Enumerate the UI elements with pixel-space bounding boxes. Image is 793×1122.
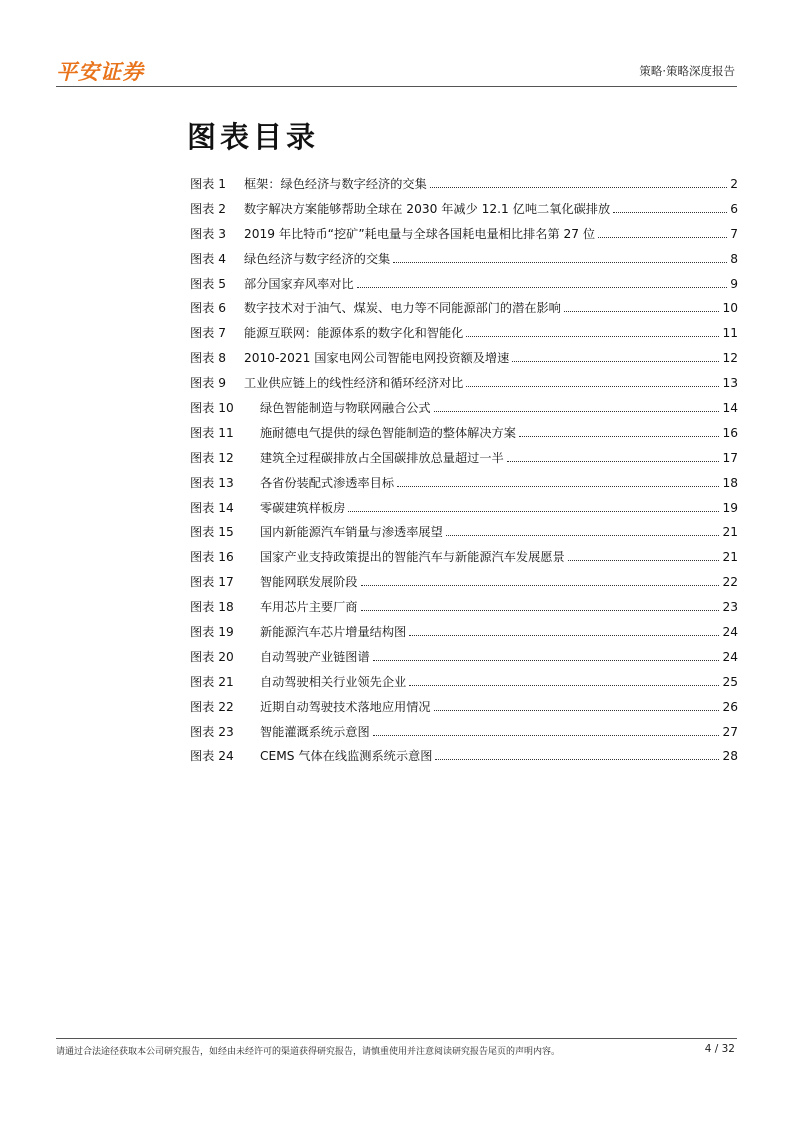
toc-entry-label: 图表 1 bbox=[190, 177, 227, 191]
toc-dot-leader bbox=[393, 261, 727, 263]
toc-entry-title: 工业供应链上的线性经济和循环经济对比 bbox=[244, 376, 464, 391]
toc-dot-leader bbox=[519, 435, 720, 437]
toc-entry-label: 图表 9 bbox=[190, 376, 227, 391]
toc-entry-page: 28 bbox=[722, 749, 738, 764]
toc-dot-leader bbox=[435, 758, 719, 760]
toc-entry[interactable] bbox=[190, 275, 738, 300]
company-logo: 平安证券 bbox=[56, 60, 144, 84]
toc-dot-leader bbox=[434, 709, 720, 711]
toc-entry-label: 图表 12 bbox=[190, 450, 234, 465]
toc-entry-label: 图表 16 bbox=[190, 550, 234, 565]
toc-dot-leader bbox=[434, 410, 720, 412]
toc-entry-page: 25 bbox=[722, 674, 738, 689]
toc-entry[interactable] bbox=[190, 299, 738, 324]
toc-entry-page: 19 bbox=[722, 500, 738, 515]
toc-entry-label: 图表 20 bbox=[190, 649, 234, 664]
toc-entry-page: 24 bbox=[722, 625, 738, 640]
toc-dot-leader bbox=[373, 659, 720, 661]
toc-entry-page: 18 bbox=[722, 475, 738, 490]
toc-entry-page: 21 bbox=[722, 525, 738, 540]
toc-dot-leader bbox=[466, 385, 719, 387]
toc-entry[interactable] bbox=[190, 573, 738, 598]
toc-entry-page: 9 bbox=[730, 276, 738, 291]
toc-entry-title: 近期自动驾驶技术落地应用情况 bbox=[260, 699, 431, 714]
toc-dot-leader bbox=[357, 286, 727, 288]
toc-entry-page: 23 bbox=[722, 600, 738, 615]
toc-entry-label: 图表 17 bbox=[190, 575, 234, 590]
toc-entry-title: 数字技术对于油气、煤炭、电力等不同能源部门的潜在影响 bbox=[244, 301, 561, 316]
toc-entry[interactable] bbox=[190, 349, 738, 374]
toc-entry-title: 能源互联网：能源体系的数字化和智能化 bbox=[244, 326, 464, 341]
toc-entry-title: 数字解决方案能够帮助全球在 2030 年减少 12.1 亿吨二氧化碳排放 bbox=[244, 201, 611, 216]
toc-entry[interactable] bbox=[190, 449, 738, 474]
toc-entry-title: 国家产业支持政策提出的智能汽车与新能源汽车发展愿景 bbox=[260, 550, 565, 565]
toc-entry-title: 部分国家弃风率对比 bbox=[244, 276, 354, 291]
toc-entry-label: 图表 18 bbox=[190, 600, 234, 615]
toc-entry-title: 自动驾驶相关行业领先企业 bbox=[260, 674, 407, 689]
table-of-contents bbox=[190, 175, 738, 772]
page-title: 图表目录 bbox=[187, 120, 320, 154]
toc-entry-label: 图表 6 bbox=[190, 301, 227, 316]
toc-entry-title: 国内新能源汽车销量与渗透率展望 bbox=[260, 525, 443, 540]
toc-entry-label: 图表 8 bbox=[190, 351, 227, 366]
toc-entry[interactable] bbox=[190, 623, 738, 648]
toc-dot-leader bbox=[507, 460, 720, 462]
toc-entry[interactable] bbox=[190, 324, 738, 349]
toc-entry-label: 图表 19 bbox=[190, 625, 234, 640]
toc-entry-label: 图表 7 bbox=[190, 326, 227, 341]
toc-entry-page: 14 bbox=[722, 401, 738, 416]
toc-entry-title: 绿色智能制造与物联网融合公式 bbox=[260, 401, 431, 416]
toc-entry[interactable] bbox=[190, 200, 738, 225]
toc-entry[interactable] bbox=[190, 723, 738, 748]
footer-disclaimer: 请通过合法途径获取本公司研究报告，如经由未经许可的渠道获得研究报告，请慎重使用并注意阅读研究报告尾页的声明内容。 bbox=[56, 1047, 561, 1057]
toc-entry-title: 绿色经济与数字经济的交集 bbox=[244, 251, 391, 266]
toc-entry-label: 图表 23 bbox=[190, 724, 234, 739]
toc-entry-title: 2010-2021 国家电网公司智能电网投资额及增速 bbox=[244, 351, 510, 366]
toc-dot-leader bbox=[361, 609, 720, 611]
toc-entry-title: 各省份装配式渗透率目标 bbox=[260, 475, 395, 490]
report-type-label: 策略·策略深度报告 bbox=[639, 64, 735, 78]
toc-entry-label: 图表 11 bbox=[190, 425, 234, 440]
toc-dot-leader bbox=[373, 734, 720, 736]
toc-entry-title: 智能网联发展阶段 bbox=[260, 575, 358, 590]
toc-entry-label: 图表 5 bbox=[190, 276, 227, 291]
toc-entry-label: 图表 2 bbox=[190, 201, 227, 216]
toc-dot-leader bbox=[613, 211, 727, 213]
toc-entry-label: 图表 10 bbox=[190, 401, 234, 416]
toc-entry-page: 10 bbox=[722, 301, 738, 316]
footer-divider bbox=[56, 1038, 737, 1039]
toc-entry-page: 7 bbox=[730, 226, 738, 241]
toc-entry[interactable] bbox=[190, 474, 738, 499]
toc-entry[interactable] bbox=[190, 747, 738, 772]
toc-entry-title: 框架：绿色经济与数字经济的交集 bbox=[244, 177, 427, 191]
toc-entry-title: 自动驾驶产业链图谱 bbox=[260, 649, 370, 664]
toc-entry-title: CEMS 气体在线监测系统示意图 bbox=[260, 749, 433, 764]
toc-entry[interactable] bbox=[190, 250, 738, 275]
page-number: 4 / 32 bbox=[704, 1043, 735, 1055]
toc-dot-leader bbox=[397, 485, 719, 487]
toc-entry[interactable] bbox=[190, 424, 738, 449]
toc-entry[interactable] bbox=[190, 374, 738, 399]
toc-entry-label: 图表 4 bbox=[190, 251, 227, 266]
toc-entry[interactable] bbox=[190, 175, 738, 200]
toc-entry-label: 图表 24 bbox=[190, 749, 234, 764]
toc-dot-leader bbox=[598, 236, 727, 238]
toc-entry-page: 16 bbox=[722, 425, 738, 440]
toc-entry[interactable] bbox=[190, 598, 738, 623]
toc-entry-title: 零碳建筑样板房 bbox=[260, 500, 346, 515]
toc-dot-leader bbox=[409, 634, 719, 636]
toc-dot-leader bbox=[361, 584, 720, 586]
toc-entry-page: 11 bbox=[722, 326, 738, 341]
toc-entry-page: 24 bbox=[722, 649, 738, 664]
toc-dot-leader bbox=[348, 510, 719, 512]
toc-dot-leader bbox=[564, 310, 720, 312]
toc-entry-page: 2 bbox=[730, 177, 738, 191]
toc-entry-label: 图表 15 bbox=[190, 525, 234, 540]
toc-entry-title: 新能源汽车芯片增量结构图 bbox=[260, 625, 407, 640]
toc-entry-title: 建筑全过程碳排放占全国碳排放总量超过一半 bbox=[260, 450, 504, 465]
toc-entry-page: 27 bbox=[722, 724, 738, 739]
toc-entry-page: 21 bbox=[722, 550, 738, 565]
toc-entry-page: 26 bbox=[722, 699, 738, 714]
toc-entry[interactable] bbox=[190, 225, 738, 250]
toc-entry-page: 22 bbox=[722, 575, 738, 590]
toc-entry[interactable] bbox=[190, 673, 738, 698]
toc-dot-leader bbox=[409, 684, 719, 686]
toc-entry-page: 13 bbox=[722, 376, 738, 391]
toc-entry[interactable] bbox=[190, 648, 738, 673]
toc-entry-label: 图表 13 bbox=[190, 475, 234, 490]
toc-entry[interactable] bbox=[190, 499, 738, 524]
toc-entry-title: 施耐德电气提供的绿色智能制造的整体解决方案 bbox=[260, 425, 516, 440]
toc-entry-title: 车用芯片主要厂商 bbox=[260, 600, 358, 615]
toc-dot-leader bbox=[430, 186, 727, 188]
toc-entry[interactable] bbox=[190, 523, 738, 548]
toc-entry-title: 智能灌溉系统示意图 bbox=[260, 724, 370, 739]
toc-dot-leader bbox=[466, 335, 719, 337]
toc-entry-label: 图表 14 bbox=[190, 500, 234, 515]
toc-entry-page: 12 bbox=[722, 351, 738, 366]
toc-entry[interactable] bbox=[190, 548, 738, 573]
toc-dot-leader bbox=[512, 360, 719, 362]
toc-entry-page: 17 bbox=[722, 450, 738, 465]
toc-entry[interactable] bbox=[190, 399, 738, 424]
toc-entry-label: 图表 3 bbox=[190, 226, 227, 241]
toc-entry-title: 2019 年比特币“挖矿”耗电量与全球各国耗电量相比排名第 27 位 bbox=[244, 226, 596, 241]
toc-entry-page: 8 bbox=[730, 251, 738, 266]
toc-entry-label: 图表 22 bbox=[190, 699, 234, 714]
toc-dot-leader bbox=[446, 534, 720, 536]
toc-entry-label: 图表 21 bbox=[190, 674, 234, 689]
toc-entry-page: 6 bbox=[730, 201, 738, 216]
header-divider bbox=[56, 86, 737, 87]
toc-entry[interactable] bbox=[190, 698, 738, 723]
toc-dot-leader bbox=[568, 559, 720, 561]
